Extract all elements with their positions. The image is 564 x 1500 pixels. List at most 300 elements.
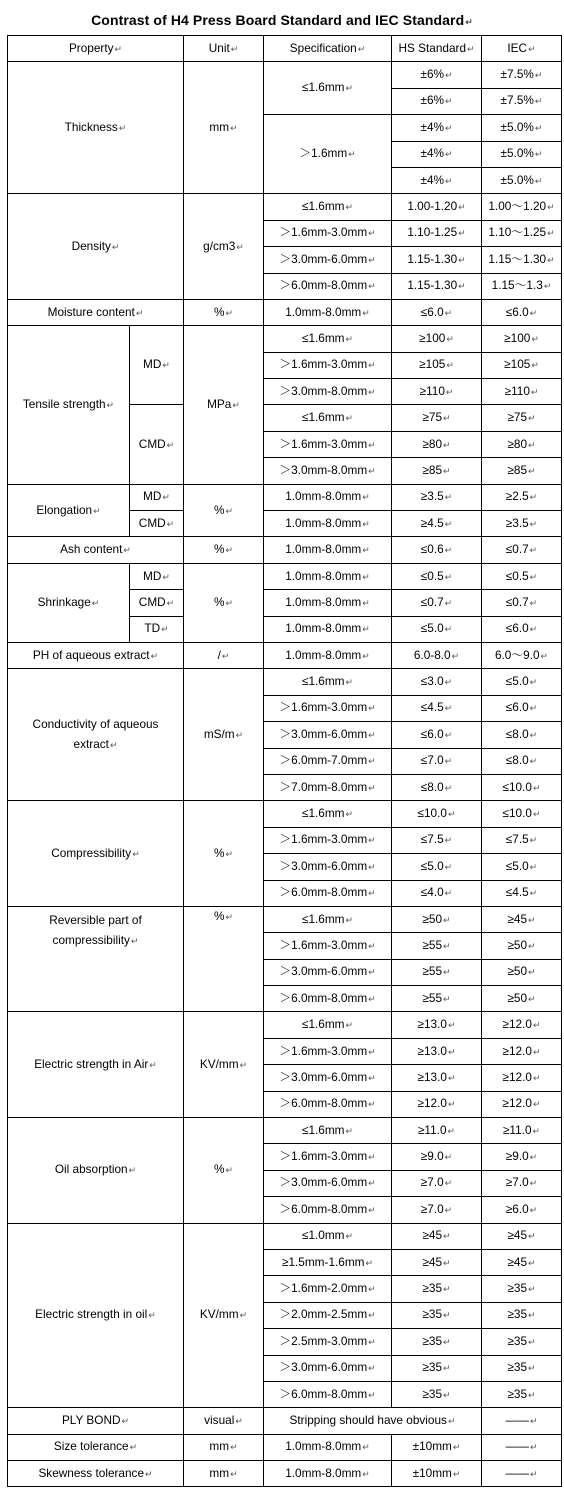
paragraph-mark-icon: ↵ [345,677,354,688]
table-row [8,484,562,510]
paragraph-mark-icon: ↵ [529,518,538,529]
paragraph-mark-icon: ↵ [162,571,170,582]
property-cell: Shrinkage↵ [8,563,130,642]
iec-cell: ≤4.5↵ [482,880,562,906]
spec-cell: ≤1.0mm↵ [264,1223,392,1249]
paragraph-mark-icon: ↵ [368,756,376,767]
spec-cell: ≤1.6mm↵ [264,405,392,431]
hs-cell: 6.0-8.0↵ [392,642,482,668]
spec-cell: 1.0mm-8.0mm↵ [264,511,392,537]
iec-cell: 1.10～1.25↵ [482,220,562,246]
paragraph-mark-icon: ↵ [129,1442,138,1453]
unit-cell: %↵ [184,906,264,1012]
paragraph-mark-icon: ↵ [111,241,120,252]
hs-cell: ≥35↵ [392,1381,482,1407]
spec-cell: ≤1.6mm↵ [264,1012,392,1038]
paragraph-mark-icon: ↵ [368,940,376,951]
paragraph-mark-icon: ↵ [530,1442,538,1453]
hs-cell: ≤4.5↵ [392,695,482,721]
table-row [8,563,562,589]
hs-cell: ≤0.7↵ [392,590,482,616]
hs-cell: ≥7.0↵ [392,1197,482,1223]
paragraph-mark-icon: ↵ [530,386,539,397]
paragraph-mark-icon: ↵ [368,835,376,846]
unit-cell: %↵ [184,484,264,537]
paragraph-mark-icon: ↵ [444,597,453,608]
paragraph-mark-icon: ↵ [451,650,460,661]
paragraph-mark-icon: ↵ [368,1284,376,1295]
iec-cell: ≥45↵ [482,906,562,932]
paragraph-mark-icon: ↵ [362,1468,370,1479]
paragraph-mark-icon: ↵ [368,465,376,476]
unit-cell: %↵ [184,537,264,563]
paragraph-mark-icon: ↵ [532,1072,541,1083]
paragraph-mark-icon: ↵ [529,545,538,556]
table-row [8,62,562,88]
paragraph-mark-icon: ↵ [225,597,234,608]
paragraph-mark-icon: ↵ [362,597,370,608]
paragraph-mark-icon: ↵ [362,307,370,318]
paragraph-mark-icon: ↵ [534,96,543,107]
iec-cell: ≤6.0↵ [482,299,562,325]
paragraph-mark-icon: ↵ [368,1046,376,1057]
spec-cell: 1.0mm-8.0mm↵ [264,616,392,642]
unit-cell: %↵ [184,801,264,907]
spec-cell: Stripping should have obvious↵ [264,1408,482,1434]
paragraph-mark-icon: ↵ [345,1020,354,1031]
paragraph-mark-icon: ↵ [357,43,366,54]
iec-cell: ——↵ [482,1461,562,1487]
paragraph-mark-icon: ↵ [368,967,376,978]
iec-cell: ≥45↵ [482,1223,562,1249]
paragraph-mark-icon: ↵ [467,43,475,54]
paragraph-mark-icon: ↵ [149,1059,157,1070]
paragraph-mark-icon: ↵ [528,43,536,54]
paragraph-mark-icon: ↵ [345,202,354,213]
iec-cell: ≤8.0↵ [482,748,562,774]
hs-cell: ≤7.5↵ [392,827,482,853]
spec-cell: ＞1.6mm-3.0mm↵ [264,431,392,457]
paragraph-mark-icon: ↵ [528,914,536,925]
paragraph-mark-icon: ↵ [345,413,354,424]
header-unit: Unit↵ [184,36,264,62]
spec-cell: ＞3.0mm-6.0mm↵ [264,959,392,985]
hs-cell: ≥11.0↵ [392,1118,482,1144]
paragraph-mark-icon: ↵ [530,1416,538,1426]
property-cell: Oil absorption↵ [8,1118,184,1224]
paragraph-mark-icon: ↵ [444,756,453,767]
paragraph-mark-icon: ↵ [145,1468,153,1479]
paragraph-mark-icon: ↵ [444,307,453,318]
paragraph-mark-icon: ↵ [458,228,466,239]
paragraph-mark-icon: ↵ [239,1059,248,1070]
paragraph-mark-icon: ↵ [528,1389,536,1400]
hs-cell: ≤7.0↵ [392,748,482,774]
paragraph-mark-icon: ↵ [528,940,536,951]
iec-cell: ≥12.0↵ [482,1038,562,1064]
paragraph-mark-icon: ↵ [368,1099,376,1110]
paragraph-mark-icon: ↵ [528,413,536,424]
hs-cell: ≥3.5↵ [392,484,482,510]
property-cell: Electric strength in oil↵ [8,1223,184,1408]
paragraph-mark-icon: ↵ [529,571,538,582]
property-cell: Electric strength in Air↵ [8,1012,184,1118]
spec-cell: 1.0mm-8.0mm↵ [264,563,392,589]
paragraph-mark-icon: ↵ [528,1310,536,1321]
paragraph-mark-icon: ↵ [528,465,536,476]
iec-cell: ≤6.0↵ [482,616,562,642]
spec-cell: ＞7.0mm-8.0mm↵ [264,774,392,800]
iec-cell: ≤0.7↵ [482,590,562,616]
paragraph-mark-icon: ↵ [368,386,376,397]
property-cell: PH of aqueous extract↵ [8,642,184,668]
paragraph-mark-icon: ↵ [443,1231,451,1242]
paragraph-mark-icon: ↵ [458,254,466,265]
paragraph-mark-icon: ↵ [362,1442,370,1453]
spec-cell: ＞3.0mm-6.0mm↵ [264,854,392,880]
paragraph-mark-icon: ↵ [528,439,536,450]
paragraph-mark-icon: ↵ [368,703,376,714]
iec-cell: ≥110↵ [482,379,562,405]
paragraph-mark-icon: ↵ [130,935,139,946]
unit-cell: %↵ [184,1118,264,1224]
iec-cell: ≥2.5↵ [482,484,562,510]
paragraph-mark-icon: ↵ [368,254,376,265]
hs-cell: ≤4.0↵ [392,880,482,906]
paragraph-mark-icon: ↵ [368,782,376,793]
paragraph-mark-icon: ↵ [447,1099,456,1110]
hs-cell: 1.10-1.25↵ [392,220,482,246]
paragraph-mark-icon: ↵ [368,1152,376,1163]
hs-cell: ≥75↵ [392,405,482,431]
paragraph-mark-icon: ↵ [368,1389,376,1400]
paragraph-mark-icon: ↵ [528,967,536,978]
direction-cell: MD↵ [130,563,184,589]
paragraph-mark-icon: ↵ [529,1178,538,1189]
spec-cell: 1.0mm-8.0mm↵ [264,590,392,616]
iec-cell: ≥85↵ [482,458,562,484]
paragraph-mark-icon: ↵ [445,175,453,186]
hs-cell: ≥12.0↵ [392,1091,482,1117]
iec-cell: ≤5.0↵ [482,854,562,880]
unit-cell: mm↵ [184,1434,264,1460]
hs-cell: ≤6.0↵ [392,299,482,325]
paragraph-mark-icon: ↵ [445,149,453,160]
paragraph-mark-icon: ↵ [239,1310,248,1321]
unit-cell: %↵ [184,299,264,325]
paragraph-mark-icon: ↵ [368,729,376,740]
paragraph-mark-icon: ↵ [531,360,539,371]
table-row [8,1012,562,1038]
paragraph-mark-icon: ↵ [232,399,240,410]
paragraph-mark-icon: ↵ [528,1284,536,1295]
hs-cell: ≥55↵ [392,986,482,1012]
spec-cell: ＞6.0mm-8.0mm↵ [264,1197,392,1223]
spec-cell: ≤1.6mm↵ [264,669,392,695]
paragraph-mark-icon: ↵ [118,122,127,133]
paragraph-mark-icon: ↵ [447,1416,456,1426]
header-iec: IEC↵ [482,36,562,62]
paragraph-mark-icon: ↵ [528,1363,536,1374]
paragraph-mark-icon: ↵ [529,1152,538,1163]
paragraph-mark-icon: ↵ [166,439,175,450]
paragraph-mark-icon: ↵ [443,1257,451,1268]
paragraph-mark-icon: ↵ [528,1257,536,1268]
hs-cell: ≥13.0↵ [392,1012,482,1038]
hs-cell: ≤8.0↵ [392,774,482,800]
paragraph-mark-icon: ↵ [529,307,538,318]
spec-cell: 1.0mm-8.0mm↵ [264,484,392,510]
paragraph-mark-icon: ↵ [128,1165,137,1176]
paragraph-mark-icon: ↵ [444,1152,453,1163]
hs-cell: ≤6.0↵ [392,722,482,748]
hs-cell: 1.15-1.30↵ [392,247,482,273]
paragraph-mark-icon: ↵ [532,809,541,820]
paragraph-mark-icon: ↵ [444,1204,453,1215]
iec-cell: 1.15～1.30↵ [482,247,562,273]
paragraph-mark-icon: ↵ [443,914,451,925]
spec-cell: ＞6.0mm-8.0mm↵ [264,273,392,299]
iec-cell: ≤0.5↵ [482,563,562,589]
hs-cell: ≥13.0↵ [392,1065,482,1091]
table-row [8,537,562,563]
paragraph-mark-icon: ↵ [230,43,239,54]
unit-cell: g/cm3↵ [184,194,264,300]
hs-cell: ±6%↵ [392,88,482,114]
iec-cell: ≥80↵ [482,431,562,457]
paragraph-mark-icon: ↵ [444,835,453,846]
table-row [8,326,562,352]
spec-cell: ＞1.6mm-3.0mm↵ [264,1144,392,1170]
paragraph-mark-icon: ↵ [368,993,376,1004]
iec-cell: ≥6.0↵ [482,1197,562,1223]
table-row [8,299,562,325]
unit-cell: MPa↵ [184,326,264,484]
hs-cell: ≥45↵ [392,1223,482,1249]
iec-cell: ≤10.0↵ [482,774,562,800]
paragraph-mark-icon: ↵ [443,439,451,450]
iec-cell: ±5.0%↵ [482,141,562,167]
paragraph-mark-icon: ↵ [528,1336,536,1347]
paragraph-mark-icon: ↵ [362,545,370,556]
unit-cell: /↵ [184,642,264,668]
paragraph-mark-icon: ↵ [368,228,376,239]
unit-cell: KV/mm↵ [184,1012,264,1118]
property-cell: PLY BOND↵ [8,1408,184,1434]
paragraph-mark-icon: ↵ [225,545,234,556]
spec-cell: ＞3.0mm-6.0mm↵ [264,1355,392,1381]
paragraph-mark-icon: ↵ [166,518,175,529]
paragraph-mark-icon: ↵ [368,1363,376,1374]
hs-cell: ≥35↵ [392,1276,482,1302]
paragraph-mark-icon: ↵ [345,1231,354,1242]
property-cell: Ash content↵ [8,537,184,563]
paragraph-mark-icon: ↵ [529,597,538,608]
spec-cell: ＞6.0mm-8.0mm↵ [264,1091,392,1117]
paragraph-mark-icon: ↵ [235,1416,243,1426]
iec-cell: ≥11.0↵ [482,1118,562,1144]
paragraph-mark-icon: ↵ [225,848,234,859]
paragraph-mark-icon: ↵ [362,571,370,582]
paragraph-mark-icon: ↵ [368,439,376,450]
hs-cell: ≤10.0↵ [392,801,482,827]
hs-cell: ≥80↵ [392,431,482,457]
paragraph-mark-icon: ↵ [368,281,376,292]
paragraph-mark-icon: ↵ [368,1204,376,1215]
paragraph-mark-icon: ↵ [543,281,552,292]
hs-cell: ≥55↵ [392,959,482,985]
paragraph-mark-icon: ↵ [348,149,356,160]
spec-cell: ＞6.0mm-7.0mm↵ [264,748,392,774]
table-row [8,1223,562,1249]
paragraph-mark-icon: ↵ [534,175,543,186]
spec-cell: ＞1.6mm-3.0mm↵ [264,827,392,853]
paragraph-mark-icon: ↵ [368,1310,376,1321]
hs-cell: ≥7.0↵ [392,1170,482,1196]
iec-cell: ≥9.0↵ [482,1144,562,1170]
paragraph-mark-icon: ↵ [528,993,536,1004]
paragraph-mark-icon: ↵ [162,492,170,503]
iec-cell: ——↵ [482,1434,562,1460]
paragraph-mark-icon: ↵ [534,122,543,133]
paragraph-mark-icon: ↵ [532,1125,541,1136]
paragraph-mark-icon: ↵ [365,1257,374,1268]
spec-cell: ＞2.5mm-3.0mm↵ [264,1329,392,1355]
paragraph-mark-icon: ↵ [368,1072,376,1083]
paragraph-mark-icon: ↵ [443,967,451,978]
iec-cell: ±7.5%↵ [482,62,562,88]
paragraph-mark-icon: ↵ [121,1416,130,1426]
paragraph-mark-icon: ↵ [114,43,123,54]
spec-cell: 1.0mm-8.0mm↵ [264,299,392,325]
hs-cell: ±4%↵ [392,115,482,141]
unit-cell: mm↵ [184,62,264,194]
paragraph-mark-icon: ↵ [106,399,115,410]
unit-cell: KV/mm↵ [184,1223,264,1408]
spec-cell: ＞1.6mm-2.0mm↵ [264,1276,392,1302]
comparison-table [7,35,562,1487]
spec-cell: ≤1.6mm↵ [264,194,392,220]
paragraph-mark-icon: ↵ [532,1046,541,1057]
paragraph-mark-icon: ↵ [368,1336,376,1347]
paragraph-mark-icon: ↵ [221,650,230,661]
iec-cell: ±7.5%↵ [482,88,562,114]
unit-cell: visual↵ [184,1408,264,1434]
property-cell: Elongation↵ [8,484,130,537]
paragraph-mark-icon: ↵ [443,465,451,476]
table-row [8,669,562,695]
hs-cell: 1.00-1.20↵ [392,194,482,220]
hs-cell: ≥110↵ [392,379,482,405]
spec-cell: ＞6.0mm-8.0mm↵ [264,986,392,1012]
hs-cell: ≥35↵ [392,1355,482,1381]
paragraph-mark-icon: ↵ [225,911,234,922]
header-specification: Specification↵ [264,36,392,62]
spec-cell: ＞2.0mm-2.5mm↵ [264,1302,392,1328]
page-title: Contrast of H4 Press Board Standard and IEC Standard↵ [91,12,473,28]
spec-cell: ＞1.6mm-3.0mm↵ [264,695,392,721]
iec-cell: ≥50↵ [482,986,562,1012]
hs-cell: ≥85↵ [392,458,482,484]
paragraph-mark-icon: ↵ [362,492,370,503]
hs-cell: ≥45↵ [392,1249,482,1275]
paragraph-mark-icon: ↵ [529,861,538,872]
paragraph-mark-icon: ↵ [532,782,541,793]
property-cell: Conductivity of aqueous extract↵ [8,669,184,801]
paragraph-mark-icon: ↵ [368,861,376,872]
table-row [8,1434,562,1460]
paragraph-mark-icon: ↵ [235,729,244,740]
paragraph-mark-icon: ↵ [547,228,555,239]
spec-cell: 1.0mm-8.0mm↵ [264,642,392,668]
iec-cell: ≥12.0↵ [482,1065,562,1091]
paragraph-mark-icon: ↵ [452,1468,461,1479]
iec-cell: 6.0～9.0↵ [482,642,562,668]
table-row [8,194,562,220]
paragraph-mark-icon: ↵ [530,1468,538,1479]
unit-cell: mm↵ [184,1461,264,1487]
iec-cell: ——↵ [482,1408,562,1434]
hs-cell: ≤5.0↵ [392,854,482,880]
spec-cell: ＞3.0mm-8.0mm↵ [264,458,392,484]
spec-cell: ＞3.0mm-6.0mm↵ [264,1170,392,1196]
paragraph-mark-icon: ↵ [445,386,454,397]
direction-cell: CMD↵ [130,590,184,616]
hs-cell: ≥9.0↵ [392,1144,482,1170]
hs-cell: ≤3.0↵ [392,669,482,695]
paragraph-mark-icon: ↵ [446,333,454,344]
paragraph-mark-icon: ↵ [444,492,453,503]
paragraph-mark-icon: ↵ [345,1125,354,1136]
iec-cell: ≥50↵ [482,933,562,959]
paragraph-mark-icon: ↵ [236,241,244,252]
paragraph-mark-icon: ↵ [443,940,451,951]
iec-cell: ±5.0%↵ [482,167,562,193]
paragraph-mark-icon: ↵ [443,1389,451,1400]
table-row [8,642,562,668]
hs-cell: ≥35↵ [392,1302,482,1328]
hs-cell: ≤0.6↵ [392,537,482,563]
direction-cell: TD↵ [130,616,184,642]
paragraph-mark-icon: ↵ [529,729,538,740]
iec-cell: ≥45↵ [482,1249,562,1275]
paragraph-mark-icon: ↵ [443,1284,451,1295]
paragraph-mark-icon: ↵ [345,333,354,344]
paragraph-mark-icon: ↵ [446,360,454,371]
spec-cell: ＞1.6mm↵ [264,115,392,194]
paragraph-mark-icon: ↵ [444,677,453,688]
iec-cell: ≤10.0↵ [482,801,562,827]
table-row [8,1461,562,1487]
paragraph-mark-icon: ↵ [230,1468,238,1479]
paragraph-mark-icon: ↵ [532,1020,541,1031]
paragraph-mark-icon: ↵ [91,597,100,608]
paragraph-mark-icon: ↵ [443,993,451,1004]
spec-cell: ≥1.5mm-1.6mm↵ [264,1249,392,1275]
property-cell: Size tolerance↵ [8,1434,184,1460]
paragraph-mark-icon: ↵ [532,1099,541,1110]
paragraph-mark-icon: ↵ [109,740,118,751]
paragraph-mark-icon: ↵ [444,518,453,529]
paragraph-mark-icon: ↵ [445,122,453,133]
spec-cell: ＞3.0mm-6.0mm↵ [264,1065,392,1091]
paragraph-mark-icon: ↵ [162,360,170,371]
paragraph-mark-icon: ↵ [368,360,376,371]
iec-cell: ≤8.0↵ [482,722,562,748]
table-row [8,801,562,827]
iec-cell: ≥12.0↵ [482,1012,562,1038]
paragraph-mark-icon: ↵ [452,1442,461,1453]
